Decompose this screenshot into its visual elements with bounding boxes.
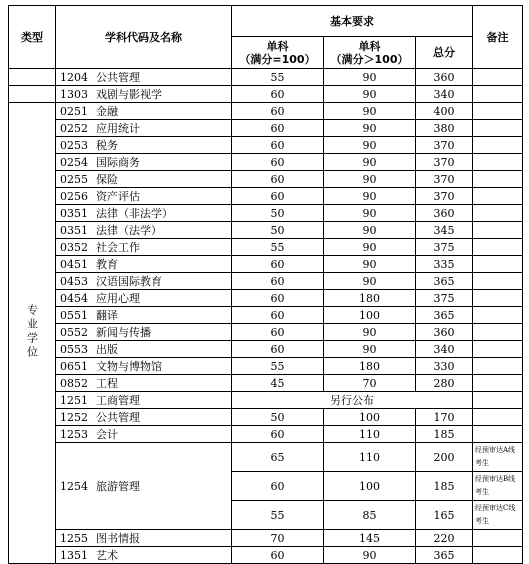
subject-cell [56, 86, 232, 103]
single-score-over-100: 110 [324, 426, 416, 443]
single-score-100: 55 [232, 501, 324, 530]
subject-cell [56, 69, 232, 86]
total-score: 345 [416, 222, 473, 239]
subject-cell [56, 205, 232, 222]
subject-name: 金融 [96, 104, 118, 118]
single-score-over-100: 90 [324, 154, 416, 171]
header-notes: 备注 [473, 6, 523, 69]
notes-cell: 经预审达A线考生 [473, 443, 523, 472]
single-score-100: 60 [232, 290, 324, 307]
header-single-100-label: 单科 [266, 39, 289, 53]
subject-cell [56, 171, 232, 188]
subject-name: 法律（非法学） [96, 206, 173, 220]
subject-code: 0255 [60, 172, 88, 186]
single-score-over-100: 90 [324, 222, 416, 239]
subject-cell [56, 443, 232, 530]
total-score: 365 [416, 547, 473, 564]
subject-cell [56, 392, 232, 409]
notes-cell [473, 171, 523, 188]
notes-cell [473, 358, 523, 375]
table-row [9, 426, 523, 443]
subject-code: 0852 [60, 376, 88, 390]
total-score: 165 [416, 501, 473, 530]
notes-cell [473, 290, 523, 307]
subject-code: 1303 [60, 87, 88, 101]
total-score: 340 [416, 86, 473, 103]
table-row [9, 239, 523, 256]
total-score: 370 [416, 171, 473, 188]
subject-code: 0254 [60, 155, 88, 169]
table-row [9, 120, 523, 137]
subject-name: 应用心理 [96, 291, 140, 305]
subject-name: 出版 [96, 342, 118, 356]
notes-cell [473, 273, 523, 290]
total-score: 370 [416, 137, 473, 154]
single-score-over-100: 90 [324, 239, 416, 256]
single-score-100: 60 [232, 547, 324, 564]
total-score: 380 [416, 120, 473, 137]
subject-code: 0454 [60, 291, 88, 305]
total-score: 360 [416, 324, 473, 341]
subject-code: 0256 [60, 189, 88, 203]
total-score: 330 [416, 358, 473, 375]
subject-name: 旅游管理 [96, 479, 140, 493]
single-score-100: 55 [232, 358, 324, 375]
notes-cell [473, 86, 523, 103]
subject-code: 0552 [60, 325, 88, 339]
total-score: 370 [416, 188, 473, 205]
single-score-100: 60 [232, 472, 324, 501]
subject-name: 应用统计 [96, 121, 140, 135]
subject-cell [56, 409, 232, 426]
subject-code: 1255 [60, 531, 88, 545]
subject-cell [56, 103, 232, 120]
subject-code: 0453 [60, 274, 88, 288]
table-row [9, 375, 523, 392]
total-score: 365 [416, 273, 473, 290]
table-row [9, 341, 523, 358]
subject-code: 0551 [60, 308, 88, 322]
single-score-over-100: 100 [324, 307, 416, 324]
table-row [9, 171, 523, 188]
subject-name: 工商管理 [96, 393, 140, 407]
header-type: 类型 [9, 6, 56, 69]
single-score-100: 60 [232, 426, 324, 443]
table-row [9, 86, 523, 103]
subject-name: 会计 [96, 427, 118, 441]
subject-code: 0553 [60, 342, 88, 356]
subject-code: 0253 [60, 138, 88, 152]
notes-cell [473, 426, 523, 443]
header-basic-requirements: 基本要求 [232, 6, 473, 37]
notes-cell [473, 530, 523, 547]
single-score-100: 60 [232, 120, 324, 137]
single-score-100: 60 [232, 341, 324, 358]
table-row [9, 324, 523, 341]
table-row [9, 443, 523, 472]
single-score-100: 60 [232, 324, 324, 341]
subject-cell [56, 137, 232, 154]
subject-cell [56, 426, 232, 443]
total-score: 375 [416, 239, 473, 256]
subject-name: 法律（法学） [96, 223, 162, 237]
subject-code: 1252 [60, 410, 88, 424]
subject-name: 戏剧与影视学 [96, 87, 162, 101]
single-score-100: 60 [232, 137, 324, 154]
table-row [9, 290, 523, 307]
type-professional-degree [9, 103, 56, 564]
notes-cell [473, 341, 523, 358]
total-score: 185 [416, 426, 473, 443]
single-score-over-100: 85 [324, 501, 416, 530]
subject-name: 文物与博物馆 [96, 359, 162, 373]
single-score-over-100: 90 [324, 86, 416, 103]
notes-cell [473, 409, 523, 426]
single-score-over-100: 90 [324, 137, 416, 154]
table-row [9, 205, 523, 222]
single-score-100: 60 [232, 86, 324, 103]
subject-name: 图书情报 [96, 531, 140, 545]
table-row [9, 103, 523, 120]
subject-code: 0651 [60, 359, 88, 373]
notes-cell: 经预审达B线考生 [473, 472, 523, 501]
subject-cell [56, 222, 232, 239]
subject-cell [56, 358, 232, 375]
single-score-over-100: 90 [324, 256, 416, 273]
total-score: 375 [416, 290, 473, 307]
total-score: 360 [416, 205, 473, 222]
subject-name: 艺术 [96, 548, 118, 562]
notes-cell [473, 69, 523, 86]
subject-code: 1204 [60, 70, 88, 84]
table-row [9, 358, 523, 375]
single-score-over-100: 90 [324, 120, 416, 137]
header-single-100-sub: （满分=100） [239, 52, 316, 66]
subject-code: 1254 [60, 479, 88, 493]
table-row [9, 256, 523, 273]
type-cell [9, 86, 56, 103]
header-total: 总分 [416, 37, 473, 69]
subject-code: 1251 [60, 393, 88, 407]
single-score-over-100: 180 [324, 358, 416, 375]
subject-code: 0351 [60, 206, 88, 220]
single-score-100: 50 [232, 409, 324, 426]
table-row [9, 137, 523, 154]
total-score: 200 [416, 443, 473, 472]
total-score: 360 [416, 69, 473, 86]
table-row [9, 273, 523, 290]
total-score: 340 [416, 341, 473, 358]
subject-cell [56, 341, 232, 358]
single-score-over-100: 90 [324, 205, 416, 222]
single-score-100: 50 [232, 205, 324, 222]
subject-cell [56, 375, 232, 392]
total-score: 220 [416, 530, 473, 547]
notes-cell [473, 188, 523, 205]
subject-cell [56, 256, 232, 273]
total-score: 365 [416, 307, 473, 324]
header-row-1 [9, 6, 523, 37]
single-score-over-100: 110 [324, 443, 416, 472]
single-score-100: 60 [232, 103, 324, 120]
notes-cell [473, 154, 523, 171]
subject-name: 公共管理 [96, 70, 140, 84]
subject-name: 保险 [96, 172, 118, 186]
header-single-100 [232, 37, 324, 69]
merged-announcement: 另行公布 [232, 392, 473, 409]
table-row [9, 409, 523, 426]
notes-cell [473, 256, 523, 273]
table-body [9, 69, 523, 564]
table-row [9, 154, 523, 171]
single-score-over-100: 90 [324, 324, 416, 341]
header-single-over-100-sub: （满分＞100） [330, 52, 409, 66]
single-score-over-100: 90 [324, 171, 416, 188]
subject-cell [56, 290, 232, 307]
notes-cell [473, 392, 523, 409]
single-score-over-100: 180 [324, 290, 416, 307]
subject-name: 资产评估 [96, 189, 140, 203]
table-row [9, 392, 523, 409]
type-professional-degree-label: 专业学位 [25, 303, 39, 360]
subject-name: 工程 [96, 376, 118, 390]
single-score-over-100: 100 [324, 472, 416, 501]
subject-cell [56, 120, 232, 137]
total-score: 400 [416, 103, 473, 120]
subject-code: 0351 [60, 223, 88, 237]
single-score-over-100: 90 [324, 69, 416, 86]
subject-cell [56, 324, 232, 341]
subject-code: 0352 [60, 240, 88, 254]
single-score-100: 60 [232, 273, 324, 290]
single-score-100: 60 [232, 171, 324, 188]
admission-score-table [8, 5, 523, 564]
single-score-100: 60 [232, 188, 324, 205]
notes-cell [473, 324, 523, 341]
single-score-over-100: 90 [324, 188, 416, 205]
notes-cell [473, 239, 523, 256]
single-score-100: 60 [232, 256, 324, 273]
notes-cell [473, 120, 523, 137]
subject-name: 翻译 [96, 308, 118, 322]
single-score-100: 60 [232, 307, 324, 324]
subject-code: 0451 [60, 257, 88, 271]
subject-cell [56, 239, 232, 256]
total-score: 185 [416, 472, 473, 501]
subject-name: 公共管理 [96, 410, 140, 424]
subject-cell [56, 307, 232, 324]
notes-cell [473, 375, 523, 392]
subject-name: 汉语国际教育 [96, 274, 162, 288]
subject-cell [56, 154, 232, 171]
subject-code: 1253 [60, 427, 88, 441]
total-score: 280 [416, 375, 473, 392]
total-score: 170 [416, 409, 473, 426]
single-score-over-100: 100 [324, 409, 416, 426]
header-subject: 学科代码及名称 [56, 6, 232, 69]
single-score-100: 45 [232, 375, 324, 392]
single-score-over-100: 145 [324, 530, 416, 547]
single-score-over-100: 90 [324, 341, 416, 358]
subject-name: 税务 [96, 138, 118, 152]
table-row [9, 69, 523, 86]
single-score-over-100: 70 [324, 375, 416, 392]
subject-cell [56, 273, 232, 290]
notes-cell [473, 222, 523, 239]
single-score-100: 65 [232, 443, 324, 472]
subject-code: 1351 [60, 548, 88, 562]
subject-name: 社会工作 [96, 240, 140, 254]
single-score-over-100: 90 [324, 273, 416, 290]
notes-cell [473, 307, 523, 324]
single-score-100: 55 [232, 69, 324, 86]
subject-cell [56, 188, 232, 205]
table-row [9, 530, 523, 547]
single-score-100: 60 [232, 154, 324, 171]
subject-cell [56, 530, 232, 547]
total-score: 370 [416, 154, 473, 171]
single-score-100: 50 [232, 222, 324, 239]
subject-name: 国际商务 [96, 155, 140, 169]
type-cell [9, 69, 56, 86]
single-score-100: 55 [232, 239, 324, 256]
single-score-100: 70 [232, 530, 324, 547]
table-row [9, 307, 523, 324]
subject-code: 0251 [60, 104, 88, 118]
notes-cell [473, 137, 523, 154]
table-row [9, 188, 523, 205]
subject-name: 教育 [96, 257, 118, 271]
subject-name: 新闻与传播 [96, 325, 151, 339]
subject-code: 0252 [60, 121, 88, 135]
notes-cell: 经预审达C线考生 [473, 501, 523, 530]
single-score-over-100: 90 [324, 547, 416, 564]
notes-cell [473, 103, 523, 120]
table-row [9, 222, 523, 239]
single-score-over-100: 90 [324, 103, 416, 120]
header-single-over-100 [324, 37, 416, 69]
header-single-over-100-label: 单科 [358, 39, 381, 53]
notes-cell [473, 205, 523, 222]
total-score: 335 [416, 256, 473, 273]
